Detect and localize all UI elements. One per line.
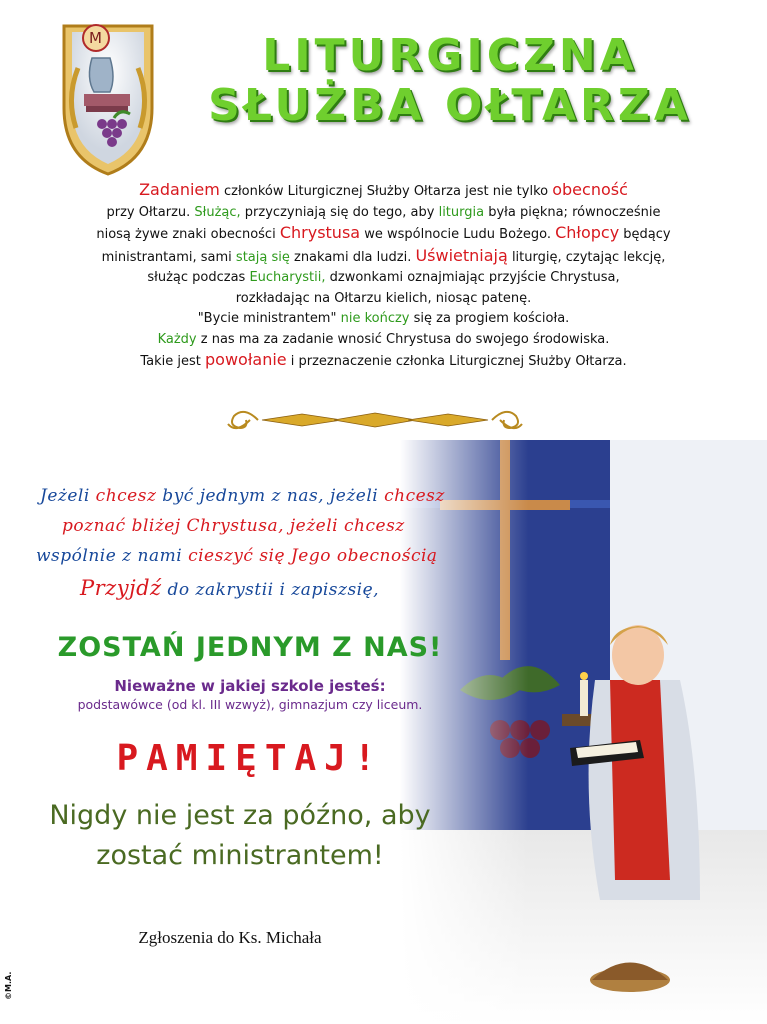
intro-line: Każdy z nas ma za zadanie wnosić Chrystusa do swojego środowiska.	[157, 331, 610, 347]
school-heading: Nieważne w jakiej szkole jesteś:	[114, 677, 386, 695]
intro-line: Takie jest powołanie i przeznaczenie członka Liturgicznej Służby Ołtarza.	[140, 350, 627, 369]
school-subtext: podstawówce (od kl. III wzwyż), gimnazjum czy liceum.	[77, 697, 423, 712]
gold-ornament-divider	[222, 400, 528, 440]
title-line-2: SŁUŻBA OŁTARZA	[208, 80, 692, 131]
intro-line: Zadaniem członków Liturgicznej Służby Ołtarza jest nie tylko obecność	[139, 180, 628, 199]
title-line-1: LITURGICZNA	[262, 30, 638, 81]
never-too-late-line-1: Nigdy nie jest za późno, aby	[49, 800, 431, 831]
contact-note: Zgłoszenia do Ks. Michała	[138, 928, 322, 947]
intro-line: ministrantami, sami stają się znakami dla ludzi. Uświetniają liturgię, czytając lekcję,	[101, 245, 666, 265]
intro-line: "Bycie ministrantem" nie kończy się za progiem kościoła.	[197, 311, 570, 326]
intro-line: służąc podczas Eucharystii, dzwonkami oznajmiając przyjście Chrystusa,	[147, 270, 620, 285]
intro-line: przy Ołtarzu. Służąc, przyczyniają się do tego, aby liturgia była piękna; równocześnie	[106, 204, 661, 220]
intro-line: niosą żywe znaki obecności Chrystusa we wspólnocie Ludu Bożego. Chłopcy będący	[96, 223, 671, 242]
copyright-mark: ©M.A.	[4, 971, 13, 1000]
intro-line: rozkładając na Ołtarzu kielich, niosąc patenę.	[235, 290, 532, 306]
emblem-letter: M	[89, 29, 102, 47]
remember-heading: PAMIĘTAJ!	[116, 738, 384, 779]
invite-line-2: poznać bliżej Chrystusa, jeżeli chcesz	[62, 516, 405, 536]
altar-service-emblem	[56, 18, 160, 178]
join-us-heading: ZOSTAŃ JEDNYM Z NAS!	[57, 632, 443, 663]
invite-line-3: wspólnie z nami cieszyć się Jego obecnością	[36, 546, 438, 566]
never-too-late-line-2: zostać ministrantem!	[96, 840, 384, 871]
altar-boy-illustration	[400, 440, 767, 1024]
invite-line-4: Przyjdź do zakrystii i zapiszsię,	[80, 576, 380, 600]
intro-paragraph	[30, 180, 737, 373]
invite-line-1: Jeżeli chcesz być jednym z nas, jeżeli chcesz	[40, 486, 445, 506]
